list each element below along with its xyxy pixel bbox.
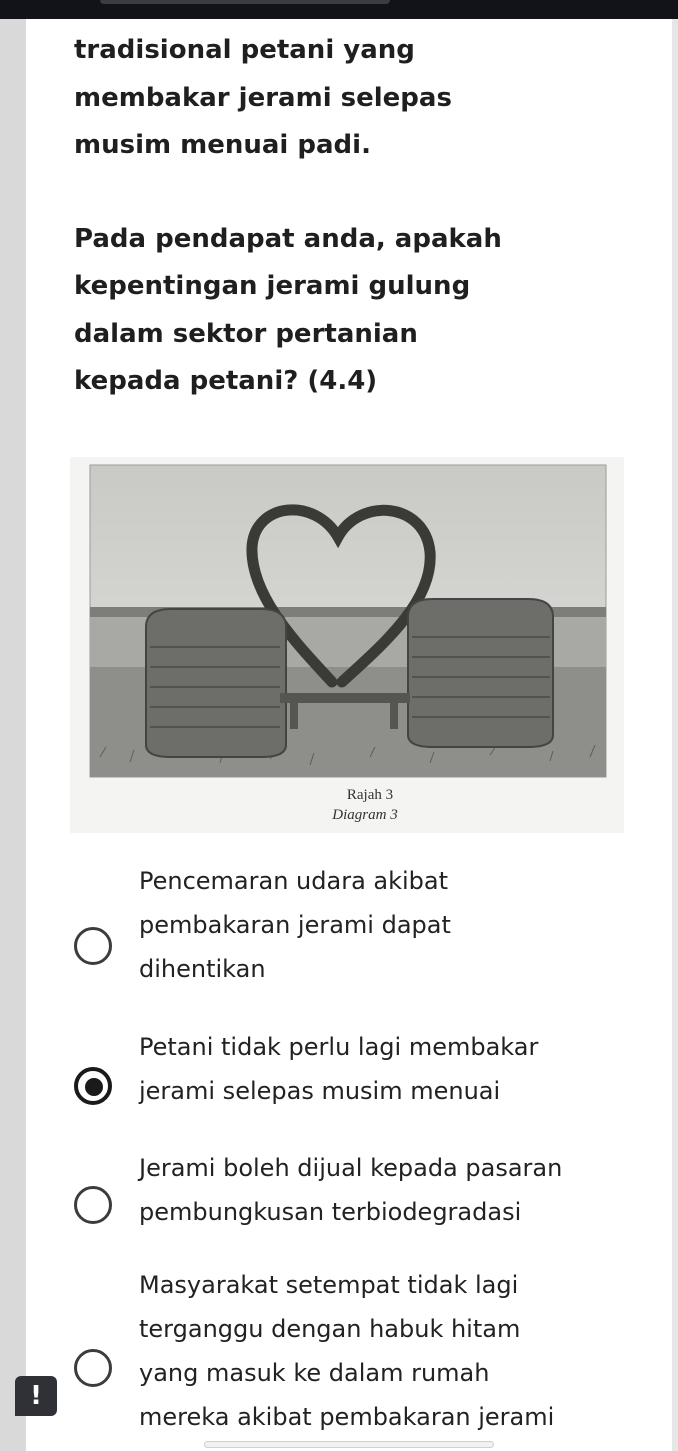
figure-caption-en: Diagram 3 — [332, 807, 398, 823]
option-label[interactable]: Masyarakat setempat tidak lagi terganggu dengan habuk hitam yang masuk ke dalam rumah mereka akibat pembakaran jerami — [139, 1271, 555, 1431]
option-label[interactable]: Petani tidak perlu lagi membakar jerami selepas musim menuai — [139, 1033, 539, 1105]
question-line: dalam sektor pertanian — [74, 318, 418, 349]
scroll-edge — [672, 19, 678, 1451]
radio-button[interactable] — [74, 1186, 112, 1224]
diagram-image — [70, 457, 624, 833]
radio-button-selected[interactable] — [74, 1067, 112, 1105]
question-line: membakar jerami selepas — [74, 82, 452, 113]
option-label[interactable]: Pencemaran udara akibat pembakaran jerami dapat dihentikan — [139, 867, 451, 983]
question-text — [74, 27, 514, 406]
radio-button[interactable] — [74, 927, 112, 965]
option-label[interactable]: Jerami boleh dijual kepada pasaran pembungkusan terbiodegradasi — [139, 1154, 563, 1226]
question-line: kepada petani? (4.4) — [74, 366, 378, 396]
question-line: kepentingan jerami gulung — [74, 271, 471, 301]
question-line: Pada pendapat anda, apakah — [74, 223, 502, 254]
straw-heart-photo — [70, 457, 624, 833]
question-card — [26, 19, 672, 1451]
report-button[interactable]: ! — [15, 1376, 57, 1416]
home-indicator — [204, 1441, 494, 1448]
question-line: tradisional petani yang — [74, 35, 415, 65]
figure-caption-ms: Rajah 3 — [346, 787, 394, 803]
status-bar-notch — [100, 0, 390, 4]
status-bar — [0, 0, 678, 19]
radio-button[interactable] — [74, 1349, 112, 1387]
question-line: musim menuai padi. — [74, 130, 371, 160]
